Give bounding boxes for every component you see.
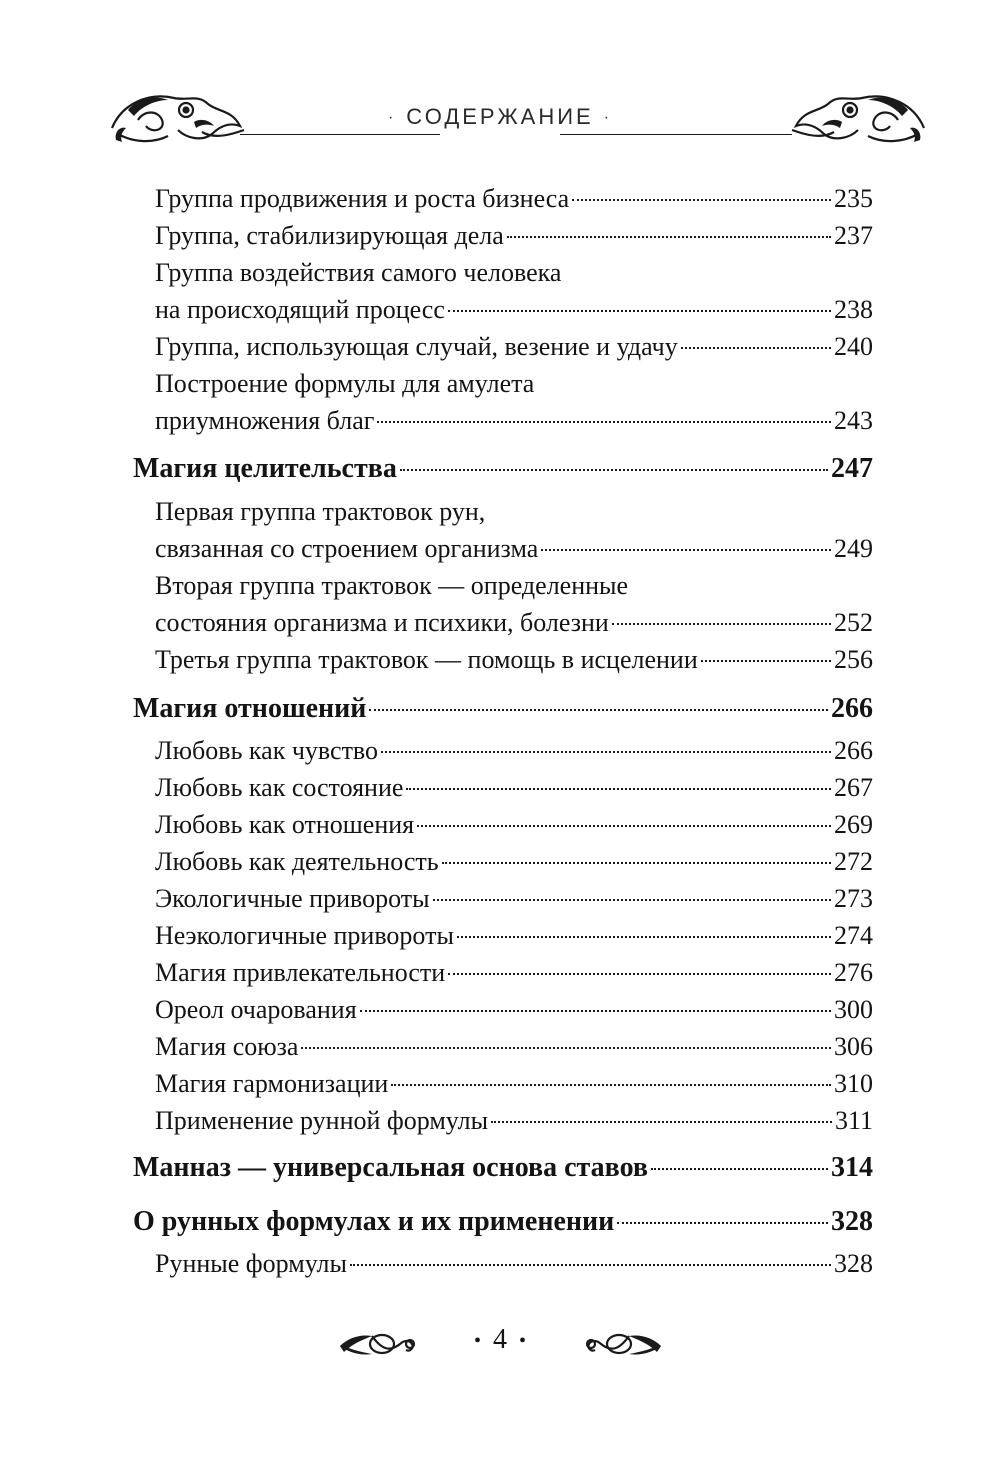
toc-entry-page: 238 xyxy=(834,295,873,324)
toc-entry-title: приумножения благ xyxy=(155,406,375,435)
toc-entry-page: 276 xyxy=(834,958,873,987)
beast-head-ornament-icon xyxy=(790,82,928,152)
page-title: · СОДЕРЖАНИЕ · xyxy=(387,104,613,129)
toc-chapter-page: 247 xyxy=(831,453,873,484)
toc-entry-page: 310 xyxy=(834,1069,873,1098)
toc-entry-title: Магия привлекательности xyxy=(155,958,446,987)
toc-entry-page: 256 xyxy=(834,645,873,674)
toc-entry-title: Ореол очарования xyxy=(155,995,357,1024)
toc-entry[interactable] xyxy=(155,184,873,220)
header-rule-left xyxy=(240,134,440,135)
dot-leader xyxy=(433,899,831,901)
toc-entry[interactable] xyxy=(155,921,873,957)
toc-chapter[interactable] xyxy=(133,453,873,489)
toc-entry[interactable] xyxy=(155,958,873,994)
knot-ornament-icon xyxy=(338,1324,418,1364)
toc-entry-page: 235 xyxy=(834,184,873,213)
knot-ornament-icon xyxy=(583,1324,663,1364)
toc-entry-title: Применение рунной формулы xyxy=(155,1106,489,1135)
toc-entry-page: 328 xyxy=(834,1249,873,1278)
beast-head-ornament-icon xyxy=(108,82,246,152)
toc-entry[interactable] xyxy=(155,995,873,1031)
toc-entry-title: Группа воздействия самого человека xyxy=(155,258,562,287)
toc-entry[interactable] xyxy=(155,497,873,533)
toc-chapter[interactable] xyxy=(133,1206,873,1242)
dot-leader xyxy=(406,788,831,790)
toc-entry[interactable] xyxy=(155,369,873,405)
toc-entry-page: 300 xyxy=(834,995,873,1024)
toc-entry-page: 266 xyxy=(834,736,873,765)
toc-entry-title: Построение формулы для амулета xyxy=(155,369,535,398)
toc-entry-title: Вторая группа трактовок — определенные xyxy=(155,571,629,600)
toc-entry[interactable] xyxy=(155,608,873,644)
toc-entry-title: связанная со строением организма xyxy=(155,534,539,563)
toc-entry[interactable] xyxy=(155,1106,873,1142)
toc-entry-title: на происходящий процесс xyxy=(155,295,445,324)
toc-chapter-title: Манназ — универсальная основа ставов xyxy=(133,1152,649,1183)
toc-entry-title: Магия союза xyxy=(155,1032,299,1061)
toc-entry[interactable] xyxy=(155,332,873,368)
toc-entry-page: 252 xyxy=(834,608,873,637)
toc-entry[interactable] xyxy=(155,736,873,772)
toc-entry-title: Третья группа трактовок — помощь в исцелении xyxy=(155,645,698,674)
toc-entry-title: Любовь как отношения xyxy=(155,810,415,839)
toc-entry-title: Группа, стабилизирующая дела xyxy=(155,221,504,250)
toc-entry-page: 249 xyxy=(834,534,873,563)
dot-leader xyxy=(681,347,831,349)
dot-leader xyxy=(617,1222,828,1224)
dot-leader xyxy=(457,936,831,938)
toc-entry[interactable] xyxy=(155,221,873,257)
toc-entry-page: 240 xyxy=(834,332,873,361)
page-footer xyxy=(0,1318,1000,1378)
toc-entry-title: Рунные формулы xyxy=(155,1249,348,1278)
toc-entry[interactable] xyxy=(155,258,873,294)
toc-chapter-title: Магия отношений xyxy=(133,693,367,724)
toc-entry-title: Первая группа трактовок рун, xyxy=(155,497,486,526)
toc-entry[interactable] xyxy=(155,295,873,331)
toc-chapter[interactable] xyxy=(133,693,873,729)
toc-entry[interactable] xyxy=(155,884,873,920)
toc-entry[interactable] xyxy=(155,847,873,883)
dot-leader xyxy=(491,1121,832,1123)
dot-leader xyxy=(651,1168,828,1170)
page-number: • 4 • xyxy=(473,1324,527,1355)
toc-entry-page: 243 xyxy=(834,406,873,435)
dot-leader xyxy=(448,310,831,312)
toc-chapter-page: 266 xyxy=(831,693,873,724)
toc-entry[interactable] xyxy=(155,1069,873,1105)
page-header xyxy=(0,0,1000,160)
dot-leader xyxy=(507,236,831,238)
toc-entry[interactable] xyxy=(155,406,873,442)
toc-entry-page: 311 xyxy=(834,1106,873,1135)
dot-leader xyxy=(417,825,831,827)
toc-entry-title: Группа продвижения и роста бизнеса xyxy=(155,184,570,213)
toc-chapter-title: О рунных формулах и их применении xyxy=(133,1206,615,1237)
toc-chapter-page: 328 xyxy=(831,1206,873,1237)
toc-entry[interactable] xyxy=(155,1032,873,1068)
toc-entry[interactable] xyxy=(155,810,873,846)
dot-leader xyxy=(572,199,831,201)
toc-entry-page: 274 xyxy=(834,921,873,950)
toc-entry-title: Группа, использующая случай, везение и удачу xyxy=(155,332,678,361)
toc-entry-page: 237 xyxy=(834,221,873,250)
toc-entry-page: 306 xyxy=(834,1032,873,1061)
toc-entry-page: 269 xyxy=(834,810,873,839)
dot-leader xyxy=(541,549,831,551)
header-rule-right xyxy=(560,134,792,135)
toc-entry-title: Экологичные привороты xyxy=(155,884,430,913)
toc-entry-page: 267 xyxy=(834,773,873,802)
dot-leader xyxy=(350,1264,831,1266)
dot-leader xyxy=(360,1010,831,1012)
toc-entry-title: Магия гармонизации xyxy=(155,1069,389,1098)
toc-entry[interactable] xyxy=(155,534,873,570)
dot-leader xyxy=(391,1084,831,1086)
page-title-text: СОДЕРЖАНИЕ xyxy=(406,104,594,129)
toc-entry-page: 273 xyxy=(834,884,873,913)
toc-entry[interactable] xyxy=(155,1249,873,1285)
toc-entry[interactable] xyxy=(155,571,873,607)
dot-leader xyxy=(369,709,828,711)
dot-leader xyxy=(377,421,831,423)
toc-entry-title: Неэкологичные привороты xyxy=(155,921,454,950)
toc-chapter-page: 314 xyxy=(831,1152,873,1183)
dot-leader xyxy=(701,660,831,662)
toc-chapter[interactable] xyxy=(133,1152,873,1188)
toc-entry-title: состояния организма и психики, болезни xyxy=(155,608,609,637)
dot-leader xyxy=(381,751,831,753)
toc-entry[interactable] xyxy=(155,773,873,809)
dot-leader xyxy=(400,469,828,471)
page-number-text: 4 xyxy=(493,1324,507,1355)
toc-entry-title: Любовь как состояние xyxy=(155,773,404,802)
toc-entry-page: 272 xyxy=(834,847,873,876)
toc-chapter-title: Магия целительства xyxy=(133,453,397,484)
dot-leader xyxy=(442,862,831,864)
toc-entry-title: Любовь как чувство xyxy=(155,736,379,765)
dot-leader xyxy=(448,973,831,975)
dot-leader xyxy=(301,1047,831,1049)
toc-entry-title: Любовь как деятельность xyxy=(155,847,439,876)
dot-leader xyxy=(612,623,831,625)
toc-entry[interactable] xyxy=(155,645,873,681)
